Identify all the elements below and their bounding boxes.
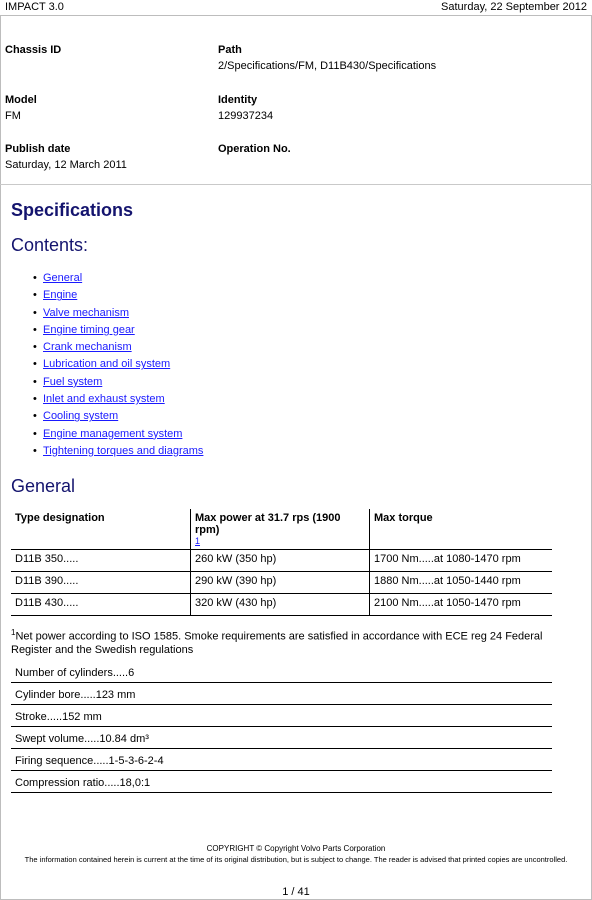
disclaimer: The information contained herein is current at the time of its original distribution, but is subject to change. The reader is advised that printed copies are uncontrolled. (24, 855, 568, 864)
param-cylinders: Number of cylinders.....6 (11, 662, 552, 683)
chassis-id-label: Chassis ID (5, 44, 62, 56)
toc-link-engine-timing-gear[interactable]: Engine timing gear (43, 323, 135, 336)
table-row (11, 594, 552, 616)
footnote (11, 626, 586, 657)
bullet-icon: • (33, 341, 37, 354)
cell-torque: 2100 Nm.....at 1050-1470 rpm (370, 594, 553, 616)
type-spec-table (11, 509, 552, 616)
general-heading: General (11, 476, 76, 496)
toc-item-cooling-system (33, 408, 203, 425)
toc-item-fuel-system (33, 374, 203, 391)
cell-power: 290 kW (390 hp) (191, 572, 370, 594)
bullet-icon: • (33, 375, 37, 388)
col-header-max-power (191, 509, 370, 550)
bullet-icon: • (33, 410, 37, 423)
table-row (11, 550, 552, 572)
path-value: 2/Specifications/FM, D11B430/Specifications (218, 60, 437, 72)
footnote-ref-link[interactable]: 1 (195, 536, 201, 546)
bullet-icon: • (33, 323, 37, 336)
toc-item-engine-timing-gear (33, 322, 203, 339)
toc-item-general (33, 270, 203, 287)
col-header-max-torque: Max torque (374, 512, 433, 524)
param-swept-volume: Swept volume.....10.84 dm³ (11, 728, 552, 749)
footnote-text: Net power according to ISO 1585. Smoke requirements are satisfied in accordance with ECE reg 24 Federal Register and the Swedish regulations (11, 630, 543, 656)
copyright-notice: COPYRIGHT © Copyright Volvo Parts Corporation (206, 844, 386, 853)
page-number: 1 / 41 (282, 886, 310, 898)
cell-type: D11B 390..... (11, 572, 191, 594)
table-of-contents (33, 270, 203, 460)
contents-heading: Contents: (11, 235, 89, 255)
cell-torque: 1880 Nm.....at 1050-1440 rpm (370, 572, 553, 594)
identity-value: 129937234 (218, 110, 274, 122)
table-row (11, 572, 552, 594)
print-header (0, 0, 592, 14)
cell-torque: 1700 Nm.....at 1080-1470 rpm (370, 550, 553, 572)
engine-parameters-list (11, 662, 552, 793)
toc-item-lubrication (33, 356, 203, 373)
param-compression-ratio: Compression ratio.....18,0:1 (11, 772, 552, 793)
toc-link-fuel-system[interactable]: Fuel system (43, 375, 103, 388)
model-label: Model (5, 94, 37, 106)
bullet-icon: • (33, 444, 37, 457)
app-name: IMPACT 3.0 (5, 1, 64, 13)
bullet-icon: • (33, 306, 37, 319)
table-header-row (11, 509, 552, 550)
bullet-icon: • (33, 393, 37, 406)
toc-item-engine-management (33, 426, 203, 443)
toc-link-valve-mechanism[interactable]: Valve mechanism (43, 306, 129, 319)
toc-link-tightening-torques[interactable]: Tightening torques and diagrams (43, 444, 204, 457)
identity-label: Identity (218, 94, 258, 106)
toc-link-inlet-exhaust[interactable]: Inlet and exhaust system (43, 393, 165, 406)
publish-date-label: Publish date (5, 143, 71, 155)
path-label: Path (218, 44, 242, 56)
toc-item-tightening-torques (33, 443, 203, 460)
toc-link-lubrication[interactable]: Lubrication and oil system (43, 358, 171, 371)
cell-type: D11B 350..... (11, 550, 191, 572)
param-cylinder-bore: Cylinder bore.....123 mm (11, 684, 552, 705)
toc-item-engine (33, 287, 203, 304)
cell-power: 320 kW (430 hp) (191, 594, 370, 616)
bullet-icon: • (33, 289, 37, 302)
page-title: Specifications (11, 200, 134, 220)
param-firing-sequence: Firing sequence.....1-5-3-6-2-4 (11, 750, 552, 771)
bullet-icon: • (33, 272, 37, 284)
max-power-header-text: Max power at 31.7 rps (1900 rpm) (195, 512, 341, 536)
bullet-icon: • (33, 358, 37, 371)
toc-link-cooling-system[interactable]: Cooling system (43, 410, 119, 423)
publish-date-value: Saturday, 12 March 2011 (5, 159, 127, 171)
operation-no-label: Operation No. (218, 143, 291, 155)
toc-link-crank-mechanism[interactable]: Crank mechanism (43, 341, 132, 354)
col-header-type: Type designation (11, 509, 191, 550)
param-stroke: Stroke.....152 mm (11, 706, 552, 727)
cell-type: D11B 430..... (11, 594, 191, 616)
cell-power: 260 kW (350 hp) (191, 550, 370, 572)
toc-item-valve-mechanism (33, 305, 203, 322)
footnote-marker: 1 (11, 628, 16, 637)
print-date: Saturday, 22 September 2012 (441, 1, 587, 13)
bullet-icon: • (33, 427, 37, 440)
toc-link-engine[interactable]: Engine (43, 289, 78, 302)
toc-item-inlet-exhaust (33, 391, 203, 408)
toc-link-general[interactable]: General (43, 272, 83, 284)
toc-link-engine-management[interactable]: Engine management system (43, 427, 183, 440)
meta-divider (0, 184, 592, 185)
toc-item-crank-mechanism (33, 339, 203, 356)
model-value: FM (5, 110, 21, 122)
